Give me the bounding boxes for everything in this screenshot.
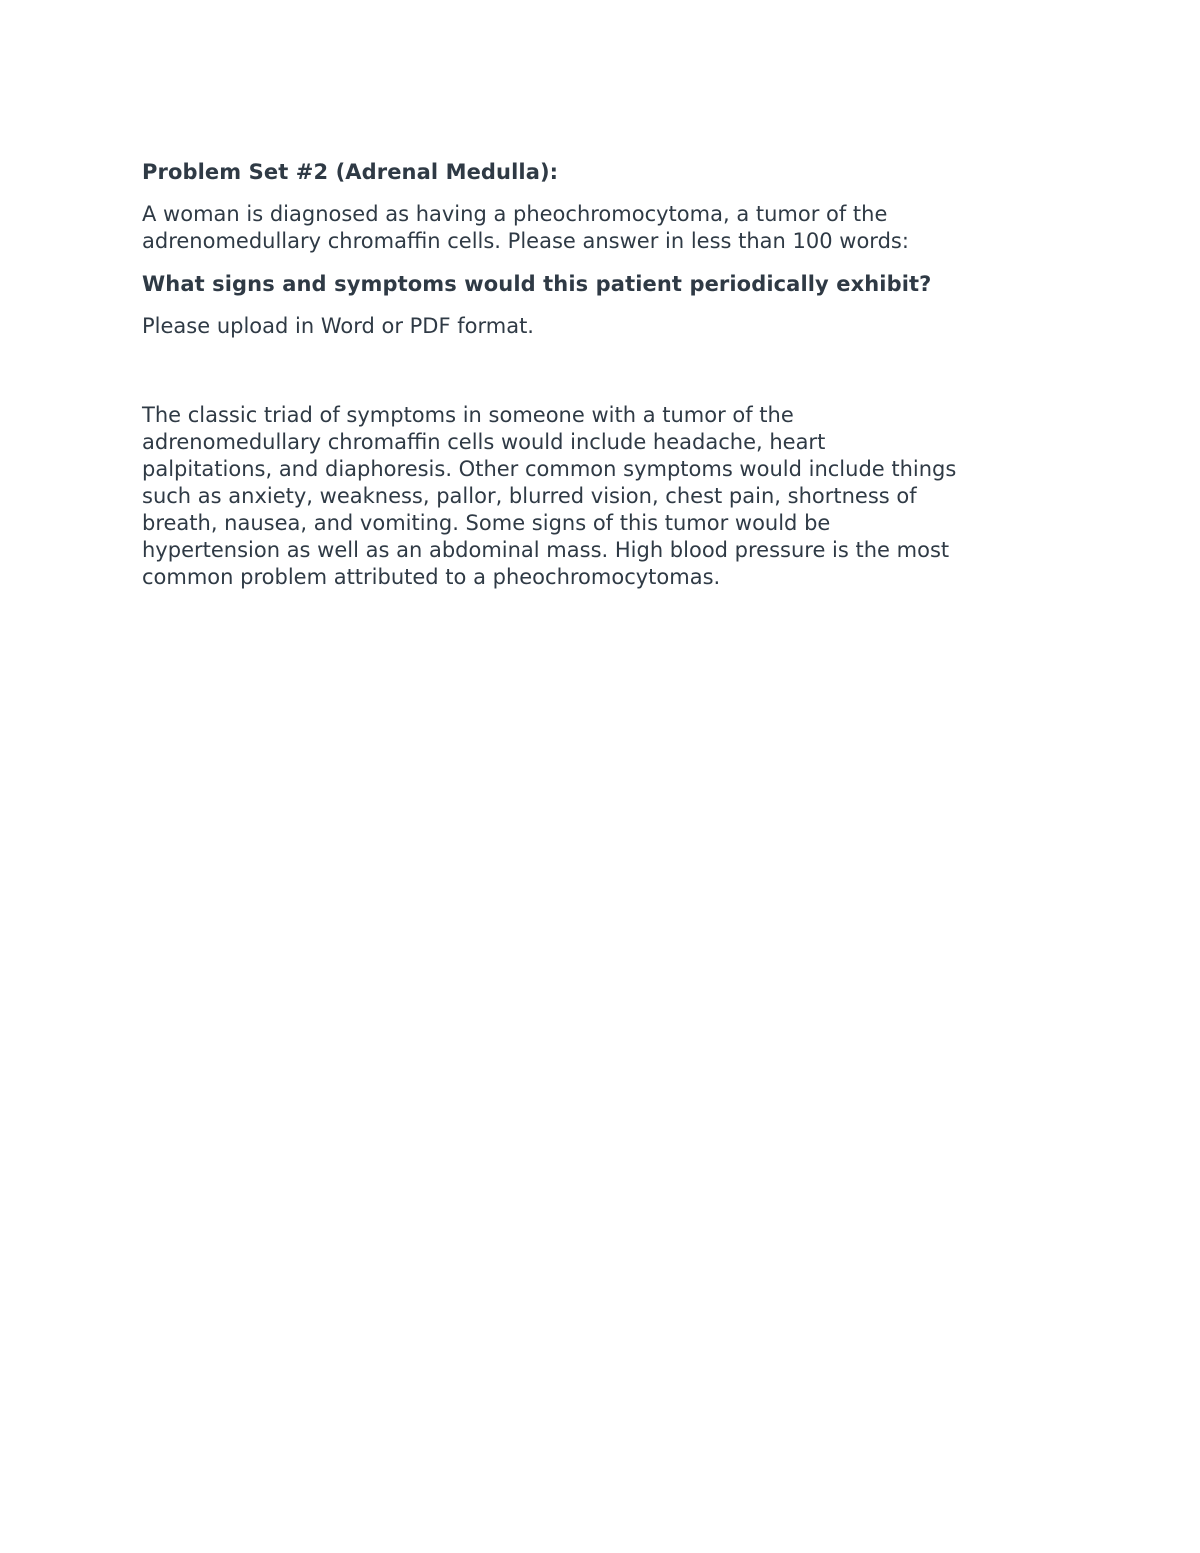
problem-prompt: A woman is diagnosed as having a pheochromocytoma, a tumor of the adrenomedullary chromaffin cells. Please answer in less than 100 words: bbox=[142, 202, 909, 253]
problem-question: What signs and symptoms would this patient periodically exhibit? bbox=[142, 272, 932, 296]
document-body bbox=[142, 158, 1072, 591]
problem-set-heading: Problem Set #2 (Adrenal Medulla): bbox=[142, 160, 559, 184]
upload-instruction: Please upload in Word or PDF format. bbox=[142, 314, 534, 338]
answer-paragraph: The classic triad of symptoms in someone with a tumor of the adrenomedullary chromaffin cells would include headache, heart palpitations, and diaphoresis. Other common symptoms would include things such as anxiety, weakness, pallor, blurred vision, chest pain, shortness of breath, nausea, and vomiting. Some signs of this tumor would be hypertension as well as an abdominal mass. High blood pressure is the most common problem attributed to a pheochromocytomas. bbox=[142, 403, 957, 589]
